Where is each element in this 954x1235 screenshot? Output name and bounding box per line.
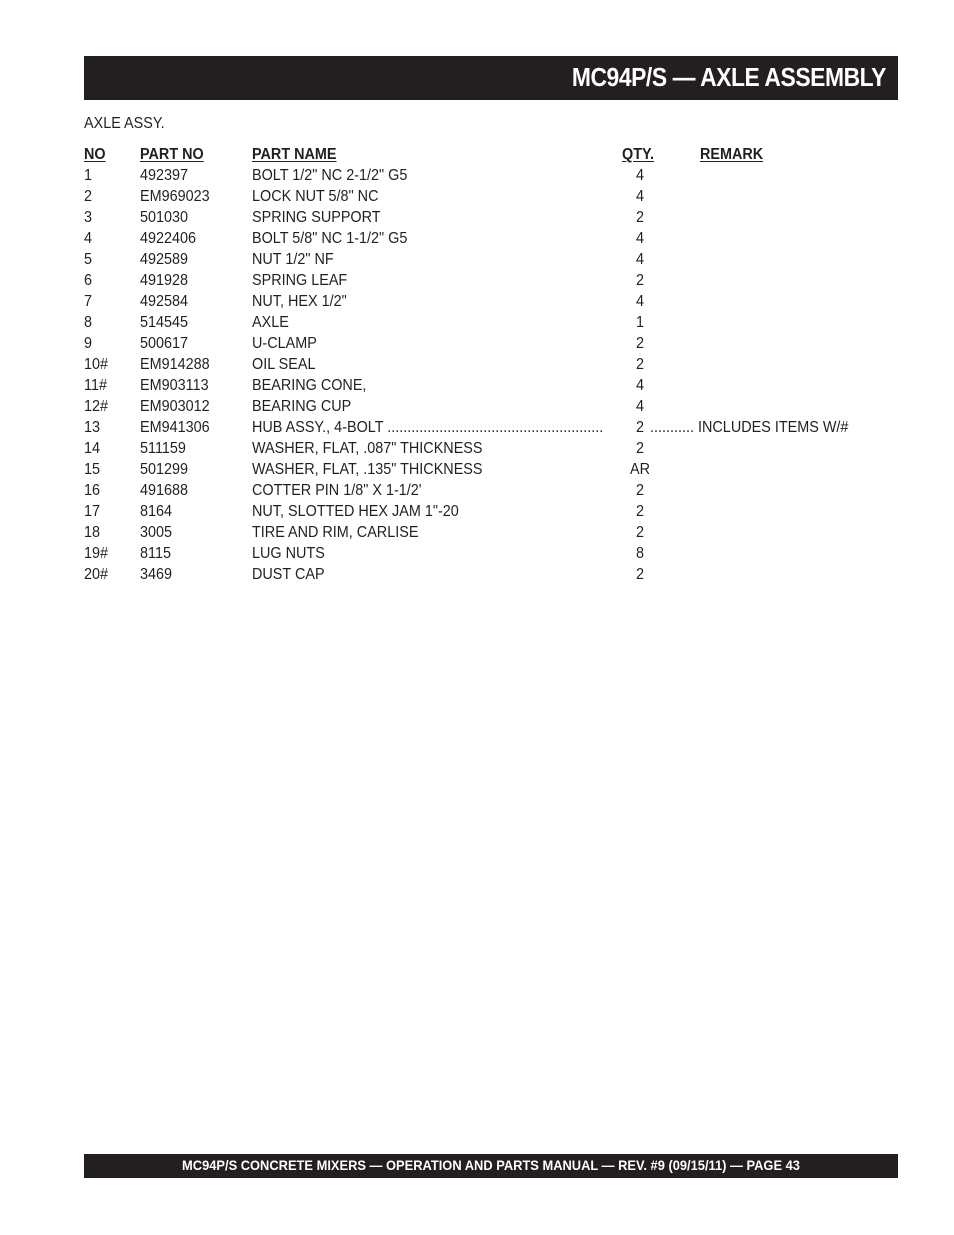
table-row <box>84 354 884 375</box>
part-number-index: 15 <box>84 461 101 478</box>
qty-cell: 2 <box>635 503 645 520</box>
page-title: MC94P/S — AXLE ASSEMBLY <box>571 62 886 92</box>
parts-table <box>84 144 884 585</box>
part-number-index: 18 <box>84 524 101 541</box>
column-header-part-no: PART NO <box>140 146 204 163</box>
part-no-cell: 501299 <box>140 461 189 478</box>
part-number-index: 1 <box>84 167 93 184</box>
part-number-index: 6 <box>84 272 93 289</box>
qty-cell: 2 <box>635 272 645 289</box>
qty-cell: 4 <box>635 188 645 205</box>
part-name-cell: HUB ASSY., 4-BOLT ...................................................... <box>252 419 604 436</box>
part-number-index: 10# <box>84 356 109 373</box>
table-row <box>84 270 884 291</box>
part-number-index: 14 <box>84 440 101 457</box>
qty-cell: 2 <box>635 419 645 436</box>
part-number-index: 8 <box>84 314 93 331</box>
table-row <box>84 543 884 564</box>
qty-cell: 2 <box>635 566 645 583</box>
header-bar <box>84 56 898 100</box>
part-no-cell: EM941306 <box>140 419 210 436</box>
part-name-cell: SPRING SUPPORT <box>252 209 381 226</box>
column-header-remark: REMARK <box>700 146 764 163</box>
part-number-index: 13 <box>84 419 101 436</box>
qty-cell: 1 <box>635 314 645 331</box>
part-number-index: 5 <box>84 251 93 268</box>
table-header-row <box>84 144 884 165</box>
qty-cell: 4 <box>635 167 645 184</box>
part-no-cell: 491928 <box>140 272 189 289</box>
qty-cell: 4 <box>635 293 645 310</box>
table-row <box>84 375 884 396</box>
part-no-cell: 500617 <box>140 335 189 352</box>
part-number-index: 12# <box>84 398 109 415</box>
part-name-cell: BOLT 1/2" NC 2-1/2" G5 <box>252 167 408 184</box>
qty-cell: 8 <box>635 545 645 562</box>
table-row <box>84 291 884 312</box>
part-number-index: 3 <box>84 209 93 226</box>
part-no-cell: 8115 <box>140 545 171 562</box>
table-row <box>84 312 884 333</box>
qty-cell: 4 <box>635 398 645 415</box>
part-name-cell: COTTER PIN 1/8" X 1-1/2' <box>252 482 422 499</box>
part-no-cell: EM903012 <box>140 398 210 415</box>
part-number-index: 2 <box>84 188 93 205</box>
qty-cell: 2 <box>635 440 645 457</box>
qty-cell: 2 <box>635 482 645 499</box>
qty-cell: 4 <box>635 251 645 268</box>
table-row <box>84 438 884 459</box>
qty-cell: 2 <box>635 209 645 226</box>
part-name-cell: TIRE AND RIM, CARLISE <box>252 524 419 541</box>
part-no-cell: 492397 <box>140 167 189 184</box>
table-row <box>84 249 884 270</box>
part-name-cell: AXLE <box>252 314 289 331</box>
qty-cell: 2 <box>635 356 645 373</box>
qty-cell: 4 <box>635 377 645 394</box>
part-no-cell: 3469 <box>140 566 173 583</box>
part-name-cell: NUT 1/2" NF <box>252 251 334 268</box>
part-name-cell: WASHER, FLAT, .087" THICKNESS <box>252 440 483 457</box>
part-no-cell: EM969023 <box>140 188 210 205</box>
qty-cell: 4 <box>635 230 645 247</box>
qty-cell: 2 <box>635 524 645 541</box>
part-name-cell: LUG NUTS <box>252 545 325 562</box>
table-row <box>84 501 884 522</box>
table-row <box>84 417 884 438</box>
part-name-cell: BEARING CUP <box>252 398 352 415</box>
part-number-index: 11# <box>84 377 107 394</box>
part-name-cell: BEARING CONE, <box>252 377 367 394</box>
table-row <box>84 396 884 417</box>
part-no-cell: 3005 <box>140 524 173 541</box>
footer-text: MC94P/S CONCRETE MIXERS — OPERATION AND PARTS MANUAL — REV. #9 (09/15/11) — PAGE 43 <box>182 1157 800 1173</box>
part-name-cell: U-CLAMP <box>252 335 317 352</box>
table-row <box>84 522 884 543</box>
part-name-cell: OIL SEAL <box>252 356 316 373</box>
part-name-cell: NUT, HEX 1/2" <box>252 293 347 310</box>
qty-cell: AR <box>629 461 650 478</box>
part-no-cell: 4922406 <box>140 230 197 247</box>
part-no-cell: 492589 <box>140 251 189 268</box>
part-number-index: 4 <box>84 230 93 247</box>
column-header-part-name: PART NAME <box>252 146 337 163</box>
footer-bar <box>84 1154 898 1178</box>
table-row <box>84 186 884 207</box>
part-no-cell: 491688 <box>140 482 189 499</box>
part-no-cell: 501030 <box>140 209 189 226</box>
table-row <box>84 480 884 501</box>
part-name-cell: NUT, SLOTTED HEX JAM 1"-20 <box>252 503 459 520</box>
part-name-cell: BOLT 5/8" NC 1-1/2" G5 <box>252 230 408 247</box>
part-name-cell: SPRING LEAF <box>252 272 348 289</box>
table-row <box>84 165 884 186</box>
part-number-index: 7 <box>84 293 93 310</box>
table-row <box>84 564 884 585</box>
part-no-cell: 511159 <box>140 440 186 457</box>
table-row <box>84 228 884 249</box>
part-no-cell: EM914288 <box>140 356 210 373</box>
section-label: AXLE ASSY. <box>84 115 165 132</box>
part-no-cell: 492584 <box>140 293 189 310</box>
part-no-cell: EM903113 <box>140 377 209 394</box>
part-number-index: 9 <box>84 335 93 352</box>
part-name-cell: LOCK NUT 5/8" NC <box>252 188 379 205</box>
part-no-cell: 514545 <box>140 314 189 331</box>
table-body <box>84 165 884 585</box>
qty-cell: 2 <box>635 335 645 352</box>
part-number-index: 17 <box>84 503 101 520</box>
table-row <box>84 333 884 354</box>
part-number-index: 20# <box>84 566 109 583</box>
part-no-cell: 8164 <box>140 503 173 520</box>
table-row <box>84 207 884 228</box>
part-number-index: 19# <box>84 545 109 562</box>
part-number-index: 16 <box>84 482 101 499</box>
column-header-qty: QTY. <box>622 146 655 163</box>
remark-cell: ........... INCLUDES ITEMS W/# <box>650 419 849 436</box>
part-name-cell: WASHER, FLAT, .135" THICKNESS <box>252 461 483 478</box>
column-header-no: NO <box>84 146 106 163</box>
table-row <box>84 459 884 480</box>
part-name-cell: DUST CAP <box>252 566 325 583</box>
